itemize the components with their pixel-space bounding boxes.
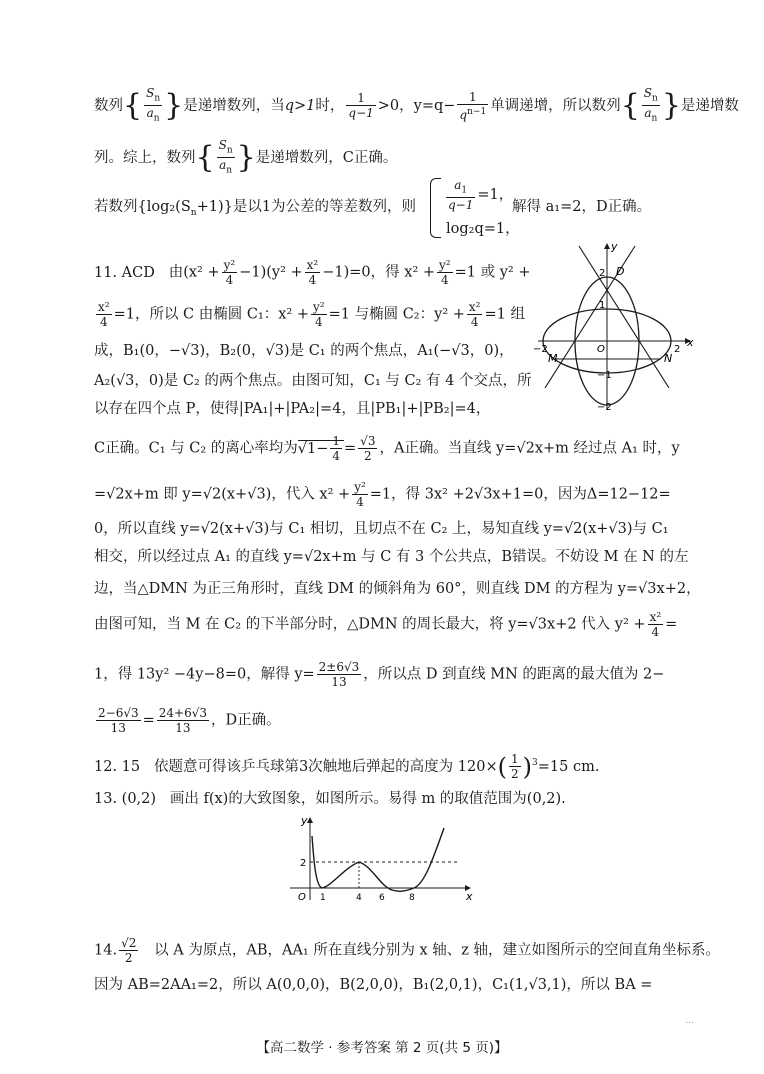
svg-text:y: y [611, 240, 618, 253]
svg-text:x: x [687, 336, 694, 349]
svg-text:−2: −2 [533, 344, 548, 355]
answer-line: 列。综上，数列{ $\frac{S_n}{a_n}$ }是递增数列，C正确。 [94, 138, 398, 176]
svg-text:M: M [548, 352, 558, 365]
q11-line-5: 以存在四个点 P，使得|PA₁|+|PA₂|=4，且|PB₁|+|PB₂|=4， [94, 401, 491, 417]
svg-text:2: 2 [599, 268, 606, 279]
function-curve [312, 828, 444, 891]
fraction: $\frac{1}{q^{n-1}}$ [459, 89, 487, 122]
svg-text:2: 2 [300, 858, 307, 869]
svg-text:8: 8 [409, 893, 415, 903]
q11-line-7: =√2x+m 即 y=√2(x+√3)，代入 x² + $\frac{\text{y²}}{4}$ =1，得 3x² +2√3x+1=0，因为Δ=12−12= [94, 480, 671, 509]
answer-line: 若数列$\{\log_2(S_n+1)\}$是以1为公差的等差数列，则 [94, 199, 417, 218]
q11-line-1: 11. ACD 由(x² + $\frac{\text{y²}}{4}$ −1)(y² + $\frac{\text{x²}}{4}$ −1)=0，得 x² + $\frac{\text{y²}}{4}$ =1 或 y² + [94, 258, 531, 287]
watermark: ... [685, 1016, 694, 1026]
q11-line-12: 1，得 13y² −4y−8=0，解得 y= $\frac{2\pm 6√3}{13}$ ，所以点 D 到直线 MN 的距离的最大值为 2− [94, 660, 665, 689]
fraction: $\frac{S_n}{a_n}$ [218, 138, 233, 176]
function-figure [280, 812, 480, 908]
q11-line-8: 0，所以直线 y=√2(x+√3)与 C₁ 相切，且切点不在 C₂ 上，易知直线 y=√2(x+√3)与 C₁ [94, 521, 669, 537]
fraction: $\frac{1}{q-1}$ [348, 91, 374, 121]
answer-line: 数列{ $\frac{S_n}{a_n}$ }是递增数列，当q>1时， $\frac{1}{q-1}$ >0，y=q− $\frac{1}{q^{n-1}}$ 单调递增，所以数列{ $\frac{S_n}{a_n}$ }是递增数 [94, 86, 739, 124]
page-footer: 【高二数学 · 参考答案 第 2 页(共 5 页)】 [256, 1040, 508, 1056]
svg-text:N: N [664, 352, 673, 365]
system-brace [430, 178, 441, 238]
q11-line-9: 相交，所以经过点 A₁ 的直线 y=√2x+m 与 C 有 3 个公共点，B错误。不妨设 M 在 N 的左 [94, 549, 689, 565]
svg-text:2: 2 [674, 344, 681, 355]
q11-line-6: C正确。C₁ 与 C₂ 的离心率均为√1− $\frac{1}{4}$ = $\frac{√3}{2}$ ，A正确。当直线 y=√2x+m 经过点 A₁ 时，y [94, 434, 680, 463]
q11-line-3: 成，B₁(0，−√3)，B₂(0，√3)是 C₁ 的两个焦点，A₁(−√3，0)， [94, 343, 514, 359]
q14-line-2: 因为 AB=2AA₁=2，所以 A(0,0,0)，B(2,0,0)，B₁(2,0,1)，C₁(1,√3,1)，所以 BA = [94, 977, 653, 993]
q12-line: 12. 15 依题意可得该乒乓球第3次触地后弹起的高度为 120×( $\frac{1}{2}$ )$^3$=15 cm. [94, 752, 600, 782]
answer-line: 解得 a₁=2，D正确。 [512, 199, 652, 215]
svg-text:−2: −2 [597, 402, 612, 413]
q13-line: 13. (0,2) 画出 f(x)的大致图象，如图所示。易得 m 的取值范围为(0,2). [94, 791, 566, 807]
system-eq-1: $\frac{a_1}{q-1}$ =1， [448, 178, 514, 213]
svg-text:O: O [597, 344, 605, 355]
q11-line-11: 由图可知，当 M 在 C₂ 的下半部分时，△DMN 的周长最大，将 y=√3x+2 代入 y² + $\frac{\text{x²}}{4}$ = [94, 610, 678, 639]
system-eq-2: log₂q=1， [446, 221, 520, 237]
q11-line-2: $\frac{\text{x²}}{4}$ =1，所以 C 由椭圆 C₁：x² + $\frac{\text{y²}}{4}$ =1 与椭圆 C₂：y² + $\frac{\text{x²}}{4}$ =1 组 [98, 300, 525, 329]
svg-text:D: D [616, 265, 625, 278]
q11-line-10: 边，当△DMN 为正三角形时，直线 DM 的倾斜角为 60°，则直线 DM 的方程为 y=√3x+2， [94, 581, 701, 597]
svg-text:x: x [466, 890, 473, 903]
ellipse-figure [530, 238, 700, 418]
q11-line-13: $\frac{2-6√3}{13}$ = $\frac{24+6√3}{13}$ ，D正确。 [98, 706, 281, 735]
fraction: $\frac{S_n}{a_n}$ [146, 86, 161, 124]
svg-text:−1: −1 [597, 370, 612, 381]
svg-text:4: 4 [356, 893, 362, 903]
svg-text:6: 6 [379, 893, 385, 903]
svg-text:y: y [301, 814, 308, 827]
q14-line-1: 14. $\frac{√2}{2}$ 以 A 为原点，AB，AA₁ 所在直线分别为 x 轴、z 轴，建立如图所示的空间直角坐标系。 [94, 936, 720, 965]
svg-text:O: O [298, 892, 306, 903]
q11-line-4: A₂(√3，0)是 C₂ 的两个焦点。由图可知，C₁ 与 C₂ 有 4 个交点，所 [94, 373, 532, 389]
fraction: $\frac{S_n}{a_n}$ [643, 86, 658, 124]
svg-text:1: 1 [599, 300, 606, 311]
svg-text:1: 1 [320, 893, 326, 903]
